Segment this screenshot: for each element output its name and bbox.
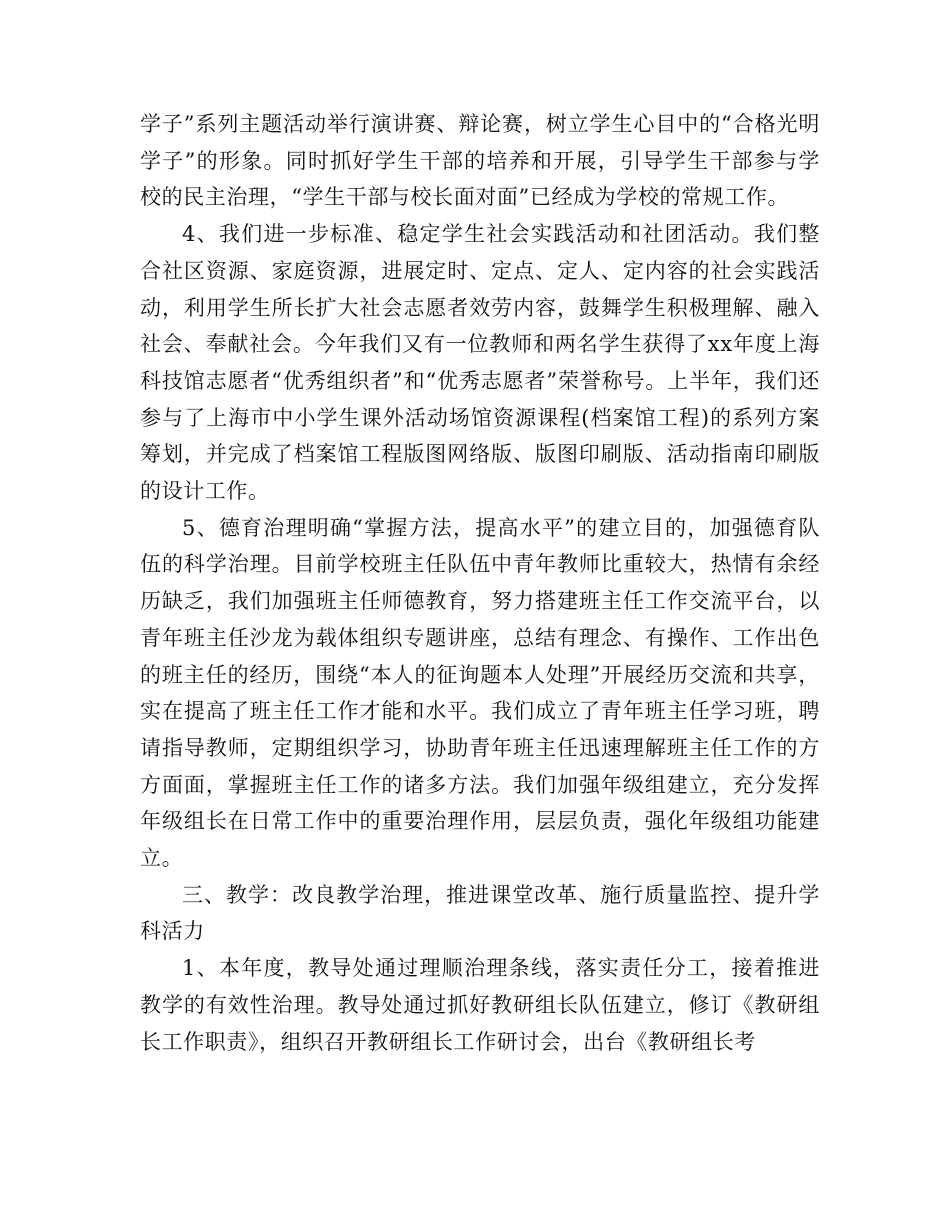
section-heading-teaching: 三、教学：改良教学治理，推进课堂改革、施行质量监控、提升学科活力: [140, 882, 820, 944]
paragraph-continued: 学子”系列主题活动举行演讲赛、辩论赛，树立学生心目中的“合格光明学子”的形象。同时抓好学生干部的培养和开展，引导学生干部参与学校的民主治理，“学生干部与校长面对面”已经成为学校的常规工作。: [140, 112, 820, 210]
paragraph-item-4: 4、我们进一步标准、稳定学生社会实践活动和社团活动。我们整合社区资源、家庭资源，进展定时、定点、定人、定内容的社会实践活动，利用学生所长扩大社会志愿者效劳内容，鼓舞学生积极理解、融入社会、奉献社会。今年我们又有一位教师和两名学生获得了xx年度上海科技馆志愿者“优秀组织者”和“优秀志愿者”荣誉称号。上半年，我们还参与了上海市中小学生课外活动场馆资源课程(档案馆工程)的系列方案筹划，并完成了档案馆工程版图网络版、版图印刷版、活动指南印刷版的设计工作。: [140, 222, 820, 504]
document-page: [140, 106, 820, 1060]
paragraph-item-5: 5、德育治理明确“掌握方法，提高水平”的建立目的，加强德育队伍的科学治理。目前学校班主任队伍中青年教师比重较大，热情有余经历缺乏，我们加强班主任师德教育，努力搭建班主任工作交流平台，以青年班主任沙龙为载体组织专题讲座，总结有理念、有操作、工作出色的班主任的经历，围绕“本人的征询题本人处理”开展经历交流和共享，实在提高了班主任工作才能和水平。我们成立了青年班主任学习班，聘请指导教师，定期组织学习，协助青年班主任迅速理解班主任工作的方方面面，掌握班主任工作的诸多方法。我们加强年级组建立，充分发挥年级组长在日常工作中的重要治理作用，层层负责，强化年级组功能建立。: [140, 515, 820, 871]
paragraph-item-1: 1、本年度，教导处通过理顺治理条线，落实责任分工，接着推进教学的有效性治理。教导处通过抓好教研组长队伍建立，修订《教研组长工作职责》，组织召开教研组长工作研讨会，出台《教研组长考: [140, 956, 820, 1054]
